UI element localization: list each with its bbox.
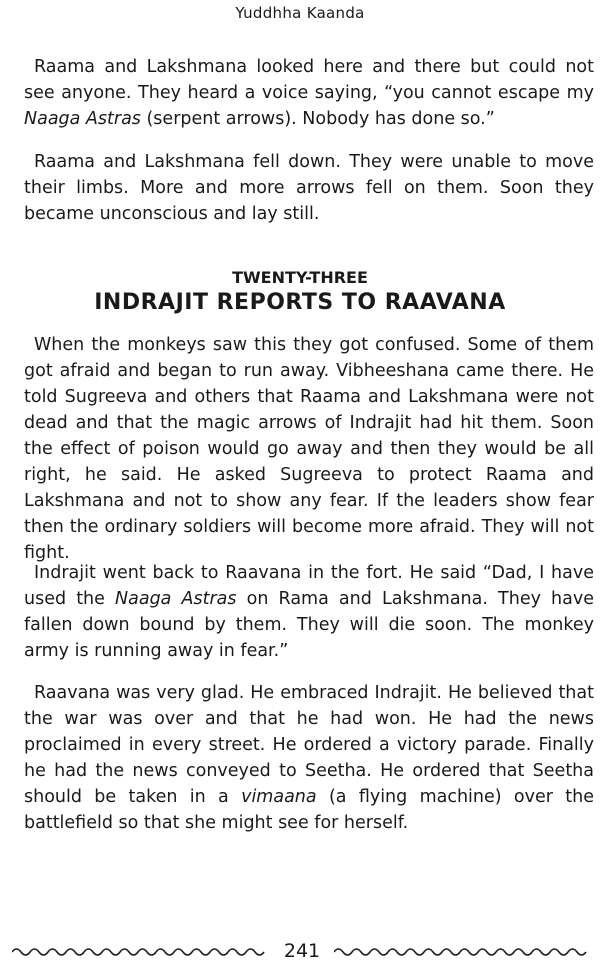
paragraph-2 — [24, 149, 594, 227]
paragraph-2-text: Raama and Lakshmana fell down. They were unable to move their limbs. More and more arrows fell on them. Soon they became unconscious and lay still. — [24, 152, 594, 224]
paragraph-3-text: When the monkeys saw this they got confused. Some of them got afraid and began to run away. Vibheeshana came there. He told Sugreeva and others that Raama and Lakshmana were not dead and that the magic arrows of Indrajit had hit them. Soon the effect of poison would go away and then they would be all right, he said. He asked Sugreeva to protect Raama and Lakshmana and not to show any fear. If the leaders show fear then the ordinary soldiers will become more afraid. They will not fight. — [24, 335, 594, 563]
paragraph-5-italic: vimaana — [241, 787, 317, 807]
wave-ornament-left — [12, 946, 270, 958]
paragraph-1-text-b: (serpent arrows). Nobody has done so.” — [140, 109, 495, 129]
paragraph-5-text-b: (a flying machine) over the battlefield so that she might see for herself. — [24, 787, 594, 833]
wave-ornament-right — [334, 946, 588, 958]
paragraph-5 — [24, 680, 594, 836]
paragraph-5-text-a: Raavana was very glad. He embraced Indrajit. He believed that the war was over and that he had won. He had the news proclaimed in every street. He ordered a victory parade. Finally he had the news conveyed to Seetha. He ordered that Seetha should be taken in a — [24, 683, 594, 807]
paragraph-1 — [24, 54, 594, 132]
paragraph-1-text-a: Raama and Lakshmana looked here and there but could not see anyone. They heard a voice saying, “you cannot escape my — [24, 57, 594, 103]
paragraph-4 — [24, 560, 594, 664]
paragraph-1-italic: Naaga Astras — [24, 109, 141, 129]
page-footer — [0, 940, 600, 964]
chapter-title: INDRAJIT REPORTS TO RAAVANA — [94, 290, 506, 315]
paragraph-3 — [24, 332, 594, 566]
chapter-number: TWENTY-THREE — [232, 268, 368, 287]
paragraph-4-text-a: Indrajit went back to Raavana in the fort. He said “Dad, I have used the — [24, 563, 594, 609]
paragraph-4-text-b: on Rama and Lakshmana. They have fallen down bound by them. They will die soon. The monkey army is running away in fear.” — [24, 589, 594, 661]
paragraph-4-italic: Naaga Astras — [115, 589, 237, 609]
page-number: 241 — [283, 940, 321, 962]
running-head: Yuddhha Kaanda — [235, 4, 365, 22]
